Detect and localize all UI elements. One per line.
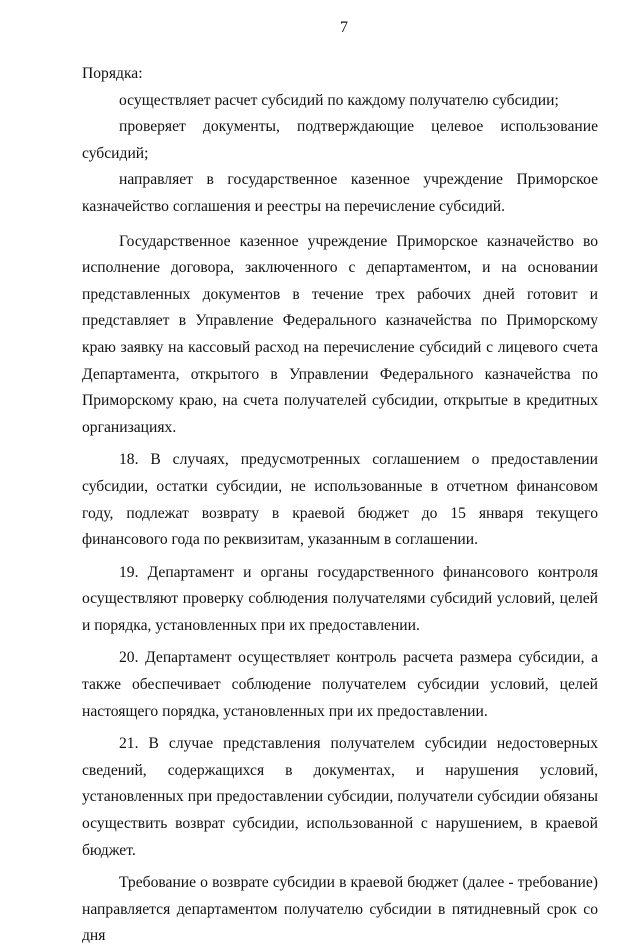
page-number: 7 xyxy=(340,19,348,36)
paragraph-18: 18. В случаях, предусмотренных соглашением о предоставлении субсидии, остатки субсидии, не использованные в отчетном финансовом году, подлежат возврату в краевой бюджет до 15 января текущего финансового года по реквизитам, указанным в соглашении. xyxy=(82,451,598,549)
paragraph-21: 21. В случае представления получателем субсидии недостоверных сведений, содержащихся в документах, и нарушения условий, установленных при предоставлении субсидии, получатели субсидии обязаны осуществить возврат субсидии, использованной с нарушением, в краевой бюджет. xyxy=(82,735,598,859)
paragraph-calc: осуществляет расчет субсидий по каждому получателю субсидии; xyxy=(119,91,559,109)
document-page xyxy=(82,18,598,950)
paragraph-send: направляет в государственное казенное учреждение Приморское казначейство соглашения и реестры на перечисление субсидий. xyxy=(82,171,598,215)
paragraph-treasury: Государственное казенное учреждение Приморское казначейство во исполнение договора, заключенного с департаментом, и на основании представленных документов в течение трех рабочих дней готовит и представляет в Управление Федерального казначейства по Приморскому краю заявку на кассовый расход на перечисление субсидий с лицевого счета Департамента, открытого в Управлении Федерального казначейства по Приморскому краю, на счета получателей субсидии, открытые в кредитных организациях. xyxy=(82,232,598,436)
paragraph-intro: Порядка: xyxy=(82,65,143,82)
paragraph-check: проверяет документы, подтверждающие целевое использование субсидий; xyxy=(82,118,598,162)
paragraph-19: 19. Департамент и органы государственного финансового контроля осуществляют проверку соблюдения получателями субсидий условий, целей и порядка, установленных при их предоставлении. xyxy=(82,563,598,634)
paragraph-20: 20. Департамент осуществляет контроль расчета размера субсидии, а также обеспечивает соблюдение получателем субсидии условий, целей настоящего порядка, установленных при их предоставлении. xyxy=(82,649,598,720)
paragraph-requirement: Требование о возврате субсидии в краевой бюджет (далее - требование) направляется департаментом получателю субсидии в пятидневный срок со дня xyxy=(82,874,598,945)
